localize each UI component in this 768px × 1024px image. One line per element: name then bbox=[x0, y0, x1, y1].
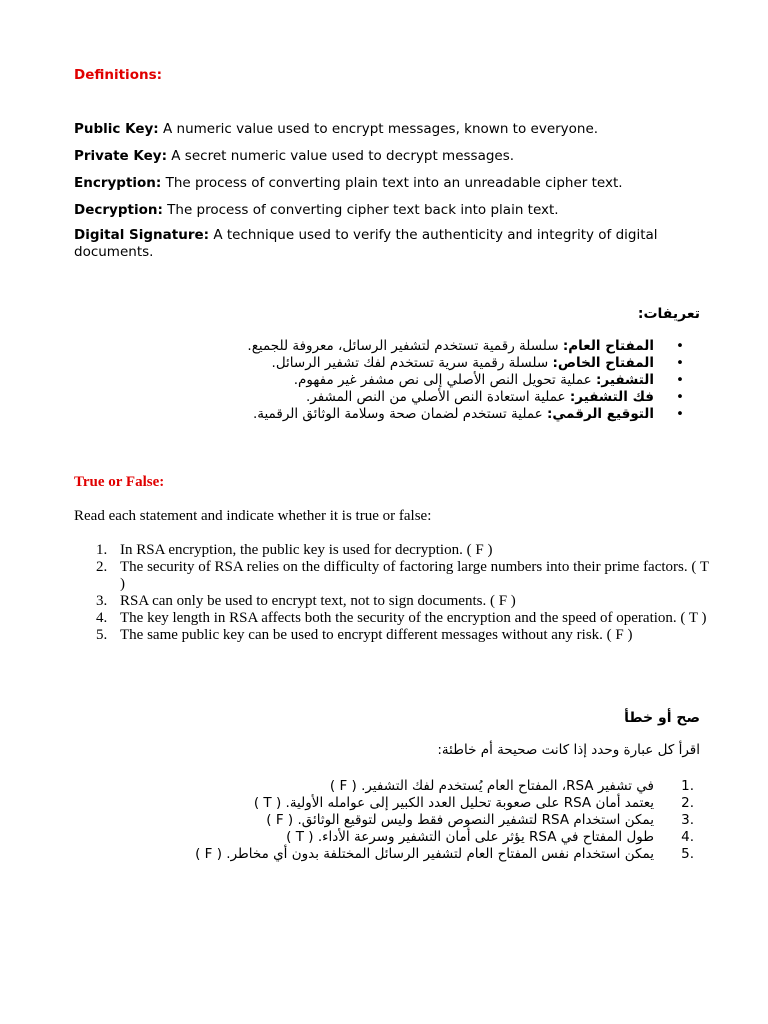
list-item bbox=[124, 372, 684, 389]
list-item bbox=[96, 627, 716, 644]
bullet-icon: • bbox=[676, 389, 684, 405]
list-item bbox=[124, 338, 684, 355]
item-number: 4. bbox=[96, 610, 108, 626]
definition-term: المفتاح العام: bbox=[562, 338, 654, 354]
bullet-icon: • bbox=[676, 372, 684, 388]
list-item bbox=[74, 812, 694, 829]
definition-text: A technique used to verify the authenticity and integrity of digital documents. bbox=[74, 227, 658, 260]
item-number: .5 bbox=[681, 846, 694, 862]
item-number: .2 bbox=[681, 795, 694, 811]
item-text: في تشفير RSA، المفتاح العام يُستخدم لفك التشفير. ( F ) bbox=[329, 778, 654, 794]
definition-text: عملية تحويل النص الأصلي إلى نص مشفر غير مفهوم. bbox=[293, 372, 592, 388]
definition-private-key bbox=[74, 148, 714, 165]
bullet-icon: • bbox=[676, 338, 684, 354]
definition-text: The process of converting cipher text back into plain text. bbox=[167, 202, 559, 218]
arabic-true-false-instruction: اقرأ كل عبارة وحدد إذا كانت صحيحة أم خاطئة: bbox=[437, 742, 700, 758]
definition-text: A secret numeric value used to decrypt messages. bbox=[171, 148, 515, 164]
definition-term: Digital Signature: bbox=[74, 227, 210, 243]
item-number: .4 bbox=[681, 829, 694, 845]
arabic-true-false-list bbox=[74, 778, 694, 863]
list-item bbox=[74, 829, 694, 846]
item-text: RSA can only be used to encrypt text, not to sign documents. ( F ) bbox=[120, 593, 516, 609]
list-item bbox=[96, 593, 716, 610]
definition-text: سلسلة رقمية سرية تستخدم لفك تشفير الرسائل. bbox=[271, 355, 549, 371]
list-item bbox=[96, 542, 716, 559]
item-text: The key length in RSA affects both the security of the encryption and the speed of operation. ( T ) bbox=[120, 610, 707, 626]
definition-text: عملية استعادة النص الأصلي من النص المشفر. bbox=[305, 389, 566, 405]
definition-text: A numeric value used to encrypt messages, known to everyone. bbox=[163, 121, 599, 137]
item-number: 5. bbox=[96, 627, 108, 643]
item-text: The same public key can be used to encrypt different messages without any risk. ( F ) bbox=[120, 627, 633, 643]
arabic-definitions-heading: تعريفات: bbox=[637, 306, 700, 322]
definition-term: التشفير: bbox=[596, 372, 654, 388]
definition-digital-signature bbox=[74, 227, 714, 261]
definition-term: Public Key: bbox=[74, 121, 159, 137]
arabic-definitions-list bbox=[124, 338, 684, 423]
item-number: 2. bbox=[96, 559, 108, 575]
item-number: .3 bbox=[681, 812, 694, 828]
definition-term: فك التشفير: bbox=[569, 389, 654, 405]
list-item bbox=[74, 795, 694, 812]
definition-decryption bbox=[74, 202, 714, 219]
arabic-true-false-heading: صح أو خطأ bbox=[624, 710, 700, 726]
bullet-icon: • bbox=[676, 406, 684, 422]
item-text: يمكن استخدام نفس المفتاح العام لتشفير الرسائل المختلفة بدون أي مخاطر. ( F ) bbox=[195, 846, 654, 862]
item-text: In RSA encryption, the public key is used for decryption. ( F ) bbox=[120, 542, 493, 558]
definition-term: المفتاح الخاص: bbox=[552, 355, 654, 371]
list-item bbox=[124, 406, 684, 423]
definition-public-key bbox=[74, 121, 714, 138]
list-item bbox=[96, 610, 716, 627]
definition-text: The process of converting plain text into an unreadable cipher text. bbox=[165, 175, 623, 191]
definition-term: Decryption: bbox=[74, 202, 163, 218]
definition-encryption bbox=[74, 175, 714, 192]
list-item bbox=[74, 846, 694, 863]
item-number: 3. bbox=[96, 593, 108, 609]
item-text: يعتمد أمان RSA على صعوبة تحليل العدد الكبير إلى عوامله الأولية. ( T ) bbox=[253, 795, 654, 811]
true-false-list bbox=[96, 542, 716, 644]
item-number: 1. bbox=[96, 542, 108, 558]
item-number: .1 bbox=[681, 778, 694, 794]
definitions-heading: Definitions: bbox=[74, 67, 163, 83]
true-false-instruction: Read each statement and indicate whether it is true or false: bbox=[74, 508, 432, 524]
definition-term: التوقيع الرقمي: bbox=[547, 406, 654, 422]
definition-term: Encryption: bbox=[74, 175, 162, 191]
definition-text: سلسلة رقمية تستخدم لتشفير الرسائل، معروفة للجميع. bbox=[247, 338, 559, 354]
list-item bbox=[96, 559, 716, 593]
definition-text: عملية تستخدم لضمان صحة وسلامة الوثائق الرقمية. bbox=[252, 406, 543, 422]
item-text: The security of RSA relies on the difficulty of factoring large numbers into their prime factors. ( T ) bbox=[120, 559, 709, 592]
bullet-icon: • bbox=[676, 355, 684, 371]
true-false-heading: True or False: bbox=[74, 474, 165, 490]
list-item bbox=[124, 389, 684, 406]
list-item bbox=[74, 778, 694, 795]
list-item bbox=[124, 355, 684, 372]
definition-term: Private Key: bbox=[74, 148, 167, 164]
item-text: طول المفتاح في RSA يؤثر على أمان التشفير وسرعة الأداء. ( T ) bbox=[286, 829, 654, 845]
item-text: يمكن استخدام RSA لتشفير النصوص فقط وليس لتوقيع الوثائق. ( F ) bbox=[266, 812, 654, 828]
